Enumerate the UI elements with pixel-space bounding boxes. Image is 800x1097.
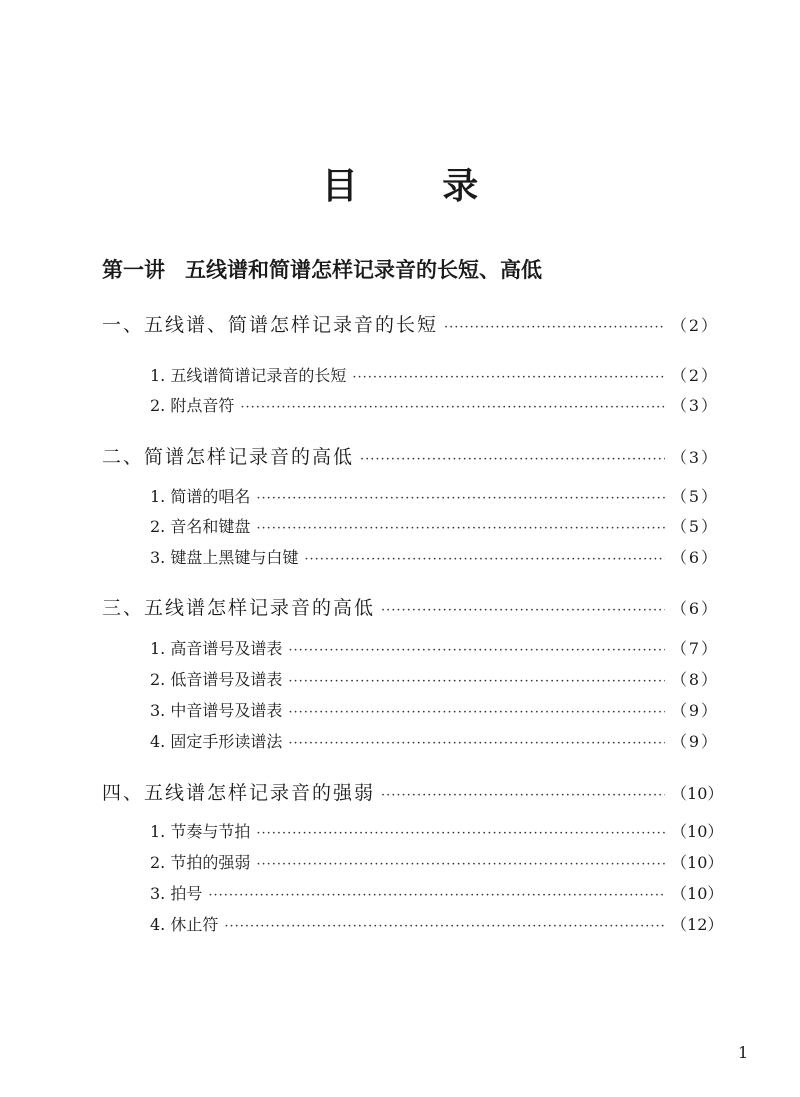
toc-page-ref: （ 10 ） — [671, 820, 717, 844]
toc-item-4-3[interactable] — [150, 882, 724, 908]
dot-leader — [256, 853, 665, 877]
toc-item-4-1[interactable] — [150, 820, 724, 846]
dot-leader — [288, 639, 665, 663]
toc-section-label: 四、五线谱怎样记录音的强弱 — [102, 782, 376, 804]
toc-page-ref: （ 3 ） — [671, 444, 717, 472]
dot-leader — [240, 396, 665, 420]
toc-section-4[interactable] — [102, 779, 724, 810]
toc-page-number: 7 — [688, 639, 700, 658]
lecture-label: 第一讲 — [102, 258, 165, 282]
toc-item-1-2[interactable] — [150, 394, 717, 420]
toc-page-number: 5 — [688, 487, 700, 506]
toc-item-label: 2. 节拍的强弱 — [150, 853, 251, 872]
dot-leader — [224, 915, 665, 939]
lecture-heading — [102, 255, 542, 285]
toc-item-label: 2. 附点音符 — [150, 396, 235, 415]
dot-leader — [256, 517, 665, 541]
toc-page-number: 10 — [687, 853, 708, 872]
toc-page-number: 10 — [687, 822, 708, 841]
page-number: 1 — [738, 1043, 749, 1062]
toc-section-1[interactable] — [102, 311, 717, 342]
toc-item-label: 4. 固定手形读谱法 — [150, 732, 283, 751]
toc-item-label: 1. 简谱的唱名 — [150, 487, 251, 506]
toc-page-ref: （ 10 ） — [671, 851, 717, 875]
toc-page-number: 10 — [687, 884, 708, 903]
toc-item-1-1[interactable] — [150, 364, 717, 390]
toc-section-label: 一、五线谱、简谱怎样记录音的长短 — [102, 314, 439, 336]
toc-item-label: 3. 中音谱号及谱表 — [150, 701, 283, 720]
toc-page-number: 8 — [688, 670, 700, 689]
toc-page-ref: （ 5 ） — [671, 515, 717, 539]
toc-item-label: 4. 休止符 — [150, 915, 219, 934]
page-title: 目 录 — [321, 166, 515, 207]
toc-page-ref: （ 10 ） — [671, 780, 717, 808]
dot-leader — [256, 487, 665, 511]
toc-item-label: 2. 音名和键盘 — [150, 517, 251, 536]
toc-item-2-2[interactable] — [150, 515, 717, 541]
dot-leader — [256, 822, 665, 846]
dot-leader — [288, 732, 665, 756]
toc-page-number: 9 — [688, 701, 700, 720]
toc-section-2[interactable] — [102, 443, 717, 474]
toc-item-2-3[interactable] — [150, 546, 717, 572]
toc-page-number: 3 — [688, 448, 700, 467]
dot-leader — [208, 884, 665, 908]
toc-section-label: 三、五线谱怎样记录音的高低 — [102, 597, 376, 619]
toc-page-ref: （ 2 ） — [671, 312, 717, 340]
toc-item-2-1[interactable] — [150, 485, 717, 511]
toc-section-label: 二、简谱怎样记录音的高低 — [102, 446, 355, 468]
toc-page-ref: （ 9 ） — [671, 699, 717, 723]
toc-item-label: 1. 五线谱简谱记录音的长短 — [150, 366, 347, 385]
toc-page-ref: （ 3 ） — [671, 394, 717, 418]
toc-item-4-2[interactable] — [150, 851, 724, 877]
toc-page-number: 12 — [687, 915, 708, 934]
toc-page-ref: （ 9 ） — [671, 730, 717, 754]
toc-item-4-4[interactable] — [150, 913, 724, 939]
toc-page-ref: （ 8 ） — [671, 668, 717, 692]
dot-leader — [360, 446, 665, 474]
toc-page-number: 6 — [688, 548, 700, 567]
toc-page-number: 2 — [688, 316, 700, 335]
toc-page-number: 6 — [688, 599, 700, 618]
toc-item-label: 2. 低音谱号及谱表 — [150, 670, 283, 689]
toc-page-ref: （ 6 ） — [671, 595, 717, 623]
toc-page-number: 5 — [688, 517, 700, 536]
toc-page-ref: （ 2 ） — [671, 364, 717, 388]
toc-section-3[interactable] — [102, 594, 717, 625]
toc-item-3-3[interactable] — [150, 699, 717, 725]
toc-page-ref: （ 6 ） — [671, 546, 717, 570]
toc-item-label: 1. 节奏与节拍 — [150, 822, 251, 841]
toc-item-3-2[interactable] — [150, 668, 717, 694]
toc-item-3-1[interactable] — [150, 637, 717, 663]
toc-page-ref: （ 5 ） — [671, 485, 717, 509]
toc-page-number: 9 — [688, 732, 700, 751]
dot-leader — [381, 597, 665, 625]
dot-leader — [288, 701, 665, 725]
dot-leader — [381, 782, 665, 810]
toc-page-number: 3 — [688, 396, 700, 415]
toc-page-ref: （ 7 ） — [671, 637, 717, 661]
toc-page-ref: （ 12 ） — [671, 913, 717, 937]
dot-leader — [288, 670, 665, 694]
toc-item-label: 3. 键盘上黑键与白键 — [150, 548, 299, 567]
toc-page-ref: （ 10 ） — [671, 882, 717, 906]
lecture-title: 五线谱和简谱怎样记录音的长短、高低 — [185, 258, 542, 282]
toc-item-3-4[interactable] — [150, 730, 717, 756]
toc-item-label: 3. 拍号 — [150, 884, 203, 903]
dot-leader — [444, 314, 665, 342]
toc-page-number: 10 — [687, 784, 708, 803]
toc-item-label: 1. 高音谱号及谱表 — [150, 639, 283, 658]
dot-leader — [304, 548, 665, 572]
dot-leader — [352, 366, 665, 390]
toc-page-number: 2 — [688, 366, 700, 385]
